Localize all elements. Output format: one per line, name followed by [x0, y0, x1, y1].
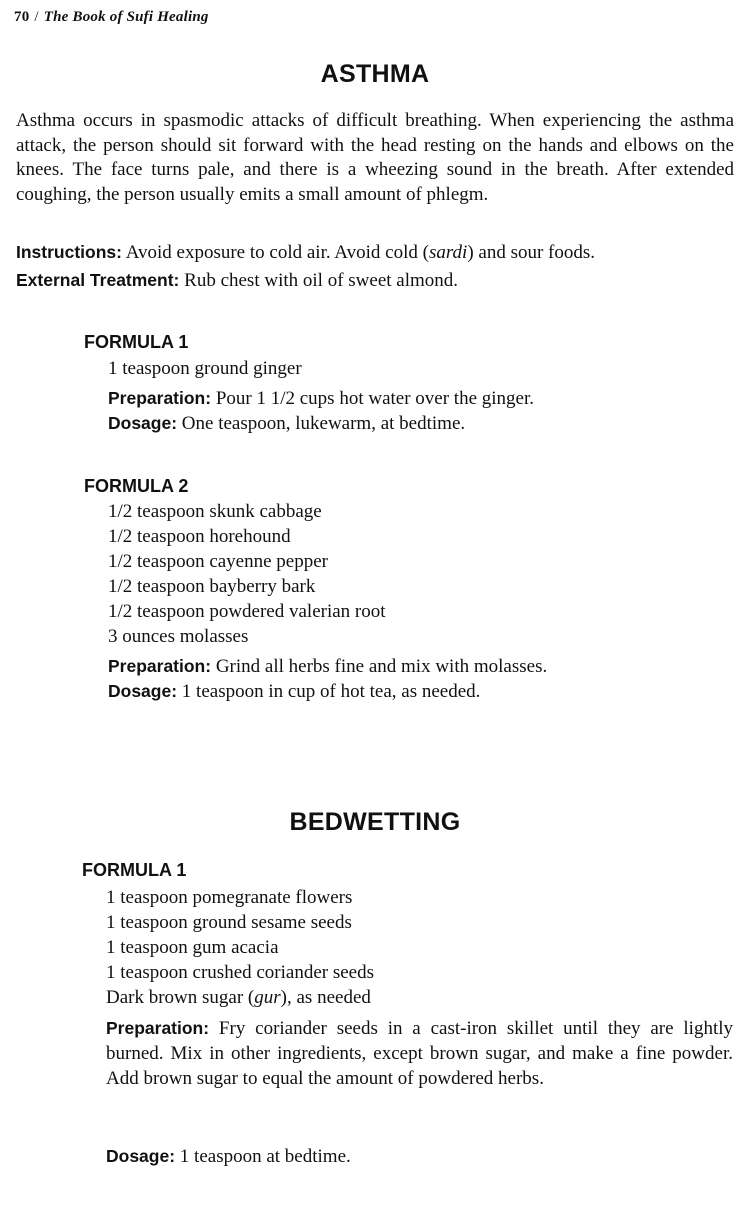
ingredient-item: 1/2 teaspoon cayenne pepper	[108, 551, 328, 572]
ingredient-item: 1/2 teaspoon skunk cabbage	[108, 501, 322, 522]
external-treatment-label: External Treatment:	[16, 270, 180, 290]
dosage-text: One teaspoon, lukewarm, at bedtime.	[181, 413, 466, 434]
preparation-label: Preparation:	[108, 656, 212, 676]
ingredient-item: 1/2 teaspoon powdered valerian root	[108, 601, 386, 622]
ingredient-item: 3 ounces molasses	[108, 626, 249, 647]
ingredient-item: 1 teaspoon pomegranate flowers	[106, 887, 353, 908]
asthma-formula-1-ingredients	[108, 356, 302, 381]
asthma-formula-1-dosage	[108, 411, 465, 436]
dosage-label: Dosage:	[106, 1146, 176, 1166]
ingredient-item: 1/2 teaspoon bayberry bark	[108, 576, 316, 597]
instructions-label: Instructions:	[16, 242, 122, 262]
bedwetting-formula-1-dosage	[106, 1144, 351, 1169]
dosage-text: 1 teaspoon at bedtime.	[179, 1146, 351, 1167]
asthma-formula-1-preparation	[108, 386, 534, 411]
book-title: The Book of Sufi Healing	[43, 9, 209, 25]
asthma-formula-2-dosage	[108, 679, 480, 704]
sugar-text-before: Dark brown sugar (	[106, 987, 255, 1008]
asthma-instructions	[16, 240, 734, 265]
bedwetting-formula-1-preparation	[106, 1016, 733, 1091]
asthma-formula-2-heading: FORMULA 2	[84, 476, 189, 496]
dosage-text: 1 teaspoon in cup of hot tea, as needed.	[181, 681, 481, 702]
ingredient-item: 1 teaspoon ground sesame seeds	[106, 912, 352, 933]
dosage-label: Dosage:	[108, 413, 178, 433]
preparation-label: Preparation:	[108, 388, 212, 408]
ingredient-item: 1 teaspoon crushed coriander seeds	[106, 962, 375, 983]
asthma-formula-1-heading: FORMULA 1	[84, 332, 189, 352]
asthma-formula-2-preparation	[108, 654, 547, 679]
bedwetting-formula-1-ingredients	[106, 885, 374, 1010]
preparation-text: Pour 1 1/2 cups hot water over the ginger.	[215, 388, 535, 409]
sugar-term: gur	[254, 987, 281, 1008]
instructions-text-before: Avoid exposure to cold air. Avoid cold (	[125, 242, 429, 263]
section-title-bedwetting: BEDWETTING	[289, 808, 461, 836]
page-number: 70	[14, 9, 30, 25]
asthma-external-treatment	[16, 268, 734, 293]
asthma-description: Asthma occurs in spasmodic attacks of difficult breathing. When experiencing the asthma attack, the person should sit forward with the head resting on the hands and elbows on the knees. The face turns pale, and there is a wheezing sound in the breath. After extended coughing, the person usually emits a small amount of phlegm.	[16, 110, 734, 205]
instructions-text-after: ) and sour foods.	[467, 242, 596, 263]
preparation-label: Preparation:	[106, 1018, 210, 1038]
running-head-separator: /	[34, 9, 39, 25]
preparation-text: Fry coriander seeds in a cast-iron skillet until they are lightly burned. Mix in other ingredients, except brown sugar, and make a fine powder. Add brown sugar to equal the amount of powdered herbs.	[106, 1018, 734, 1089]
ingredient-item-sugar	[106, 985, 374, 1010]
running-head	[14, 9, 209, 26]
instructions-term: sardi	[428, 242, 468, 263]
dosage-label: Dosage:	[108, 681, 178, 701]
asthma-formula-2-ingredients	[108, 499, 386, 649]
sugar-text-after: ), as needed	[280, 987, 371, 1008]
external-treatment-text: Rub chest with oil of sweet almond.	[184, 270, 459, 291]
ingredient-item: 1 teaspoon ground ginger	[108, 358, 302, 379]
bedwetting-formula-1-heading: FORMULA 1	[82, 860, 187, 880]
preparation-text: Grind all herbs fine and mix with molasses.	[215, 656, 548, 677]
ingredient-item: 1 teaspoon gum acacia	[106, 937, 279, 958]
ingredient-item: 1/2 teaspoon horehound	[108, 526, 291, 547]
section-title-asthma: ASTHMA	[320, 60, 430, 88]
